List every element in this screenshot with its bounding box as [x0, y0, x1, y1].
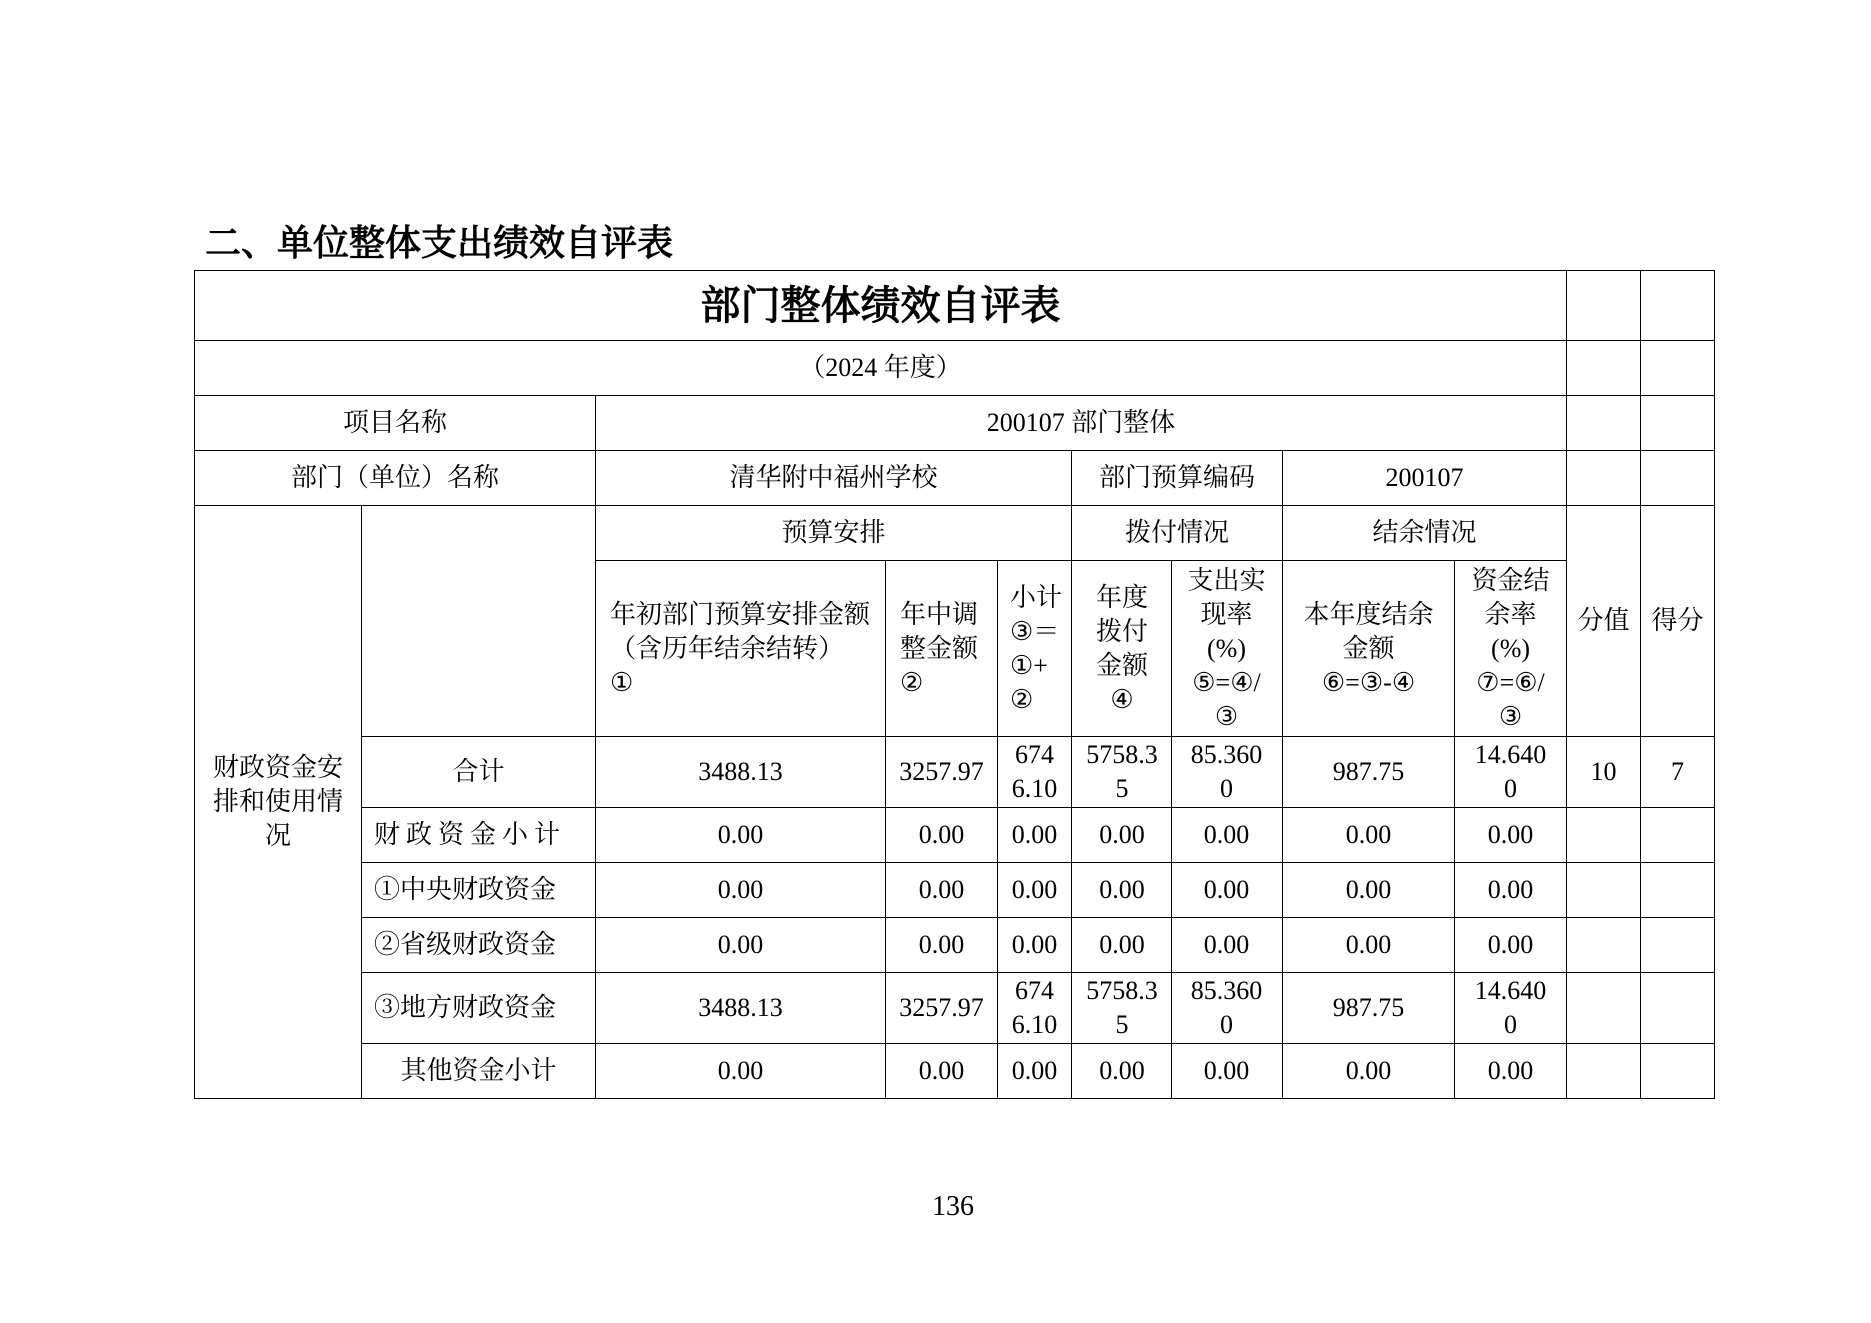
- empty-cell: [1567, 918, 1641, 973]
- page-number: 136: [932, 1191, 974, 1222]
- column-header-mid-year-adjustment: [886, 561, 998, 737]
- empty-cell: [1641, 1044, 1715, 1099]
- empty-cell: [1641, 973, 1715, 1044]
- value-balance-rate: 14.6400: [1455, 737, 1567, 808]
- empty-cell: [1641, 341, 1715, 396]
- value-annual-allocation: 0.00: [1072, 808, 1172, 863]
- value-initial-budget: 0.00: [596, 808, 886, 863]
- column-header-subtotal: [998, 561, 1072, 737]
- value-execution-rate: 85.3600: [1172, 973, 1283, 1044]
- value-balance-amount: 0.00: [1283, 808, 1455, 863]
- empty-cell: [1567, 1044, 1641, 1099]
- table-row: [195, 808, 1715, 863]
- column-header-formula: ⑤=④/③: [1192, 667, 1261, 731]
- empty-cell: [1641, 271, 1715, 341]
- value-subtotal: 6746.10: [998, 737, 1072, 808]
- column-header-label: 年初部门预算安排金额（含历年结余结转）: [610, 599, 871, 663]
- column-header-label: 年中调整金额: [900, 599, 979, 663]
- value-execution-rate: 0.00: [1172, 1044, 1283, 1099]
- empty-cell: [1567, 451, 1641, 506]
- group-header-balance: 结余情况: [1283, 506, 1567, 561]
- value-initial-budget: 3488.13: [596, 737, 886, 808]
- value-annual-allocation: 5758.35: [1072, 973, 1172, 1044]
- column-header-formula: ④: [1110, 684, 1134, 714]
- empty-cell: [1641, 396, 1715, 451]
- value-annual-allocation: 0.00: [1072, 918, 1172, 973]
- empty-cell: [1567, 973, 1641, 1044]
- row-label: ②省级财政资金: [362, 918, 596, 973]
- column-header-execution-rate: [1172, 561, 1283, 737]
- value-subtotal: 0.00: [998, 918, 1072, 973]
- value-initial-budget: 0.00: [596, 1044, 886, 1099]
- group-header-row: [195, 506, 1715, 561]
- value-subtotal: 0.00: [998, 863, 1072, 918]
- value-initial-budget: 0.00: [596, 918, 886, 973]
- score-value: 10: [1567, 737, 1641, 808]
- empty-cell: [1641, 451, 1715, 506]
- table-row: [195, 1044, 1715, 1099]
- value-execution-rate: 0.00: [1172, 918, 1283, 973]
- empty-cell: [1567, 808, 1641, 863]
- column-header-formula: ⑦=⑥/③: [1476, 667, 1545, 731]
- department-name-value: 清华附中福州学校: [596, 451, 1072, 506]
- column-header-label: 年度拨付金额: [1095, 582, 1148, 680]
- department-row: [195, 451, 1715, 506]
- empty-cell: [1567, 863, 1641, 918]
- value-subtotal: 0.00: [998, 1044, 1072, 1099]
- table-row: [195, 737, 1715, 808]
- row-label: ①中央财政资金: [362, 863, 596, 918]
- row-label: 其他资金小计: [362, 1044, 596, 1099]
- value-annual-allocation: 0.00: [1072, 1044, 1172, 1099]
- value-balance-amount: 0.00: [1283, 863, 1455, 918]
- budget-code-label: 部门预算编码: [1072, 451, 1283, 506]
- value-subtotal: 0.00: [998, 808, 1072, 863]
- value-balance-amount: 987.75: [1283, 973, 1455, 1044]
- value-balance-rate: 14.6400: [1455, 973, 1567, 1044]
- column-header-formula: ③＝①+②: [1010, 616, 1060, 714]
- column-header-formula: ①: [610, 667, 634, 697]
- value-balance-rate: 0.00: [1455, 918, 1567, 973]
- column-header-balance-rate: [1455, 561, 1567, 737]
- value-mid-year-adjustment: 0.00: [886, 863, 998, 918]
- value-mid-year-adjustment: 0.00: [886, 1044, 998, 1099]
- column-header-formula: ②: [900, 667, 924, 697]
- group-header-budget: 预算安排: [596, 506, 1072, 561]
- result-value: 7: [1641, 737, 1715, 808]
- row-label: 合计: [362, 737, 596, 808]
- empty-cell: [1567, 396, 1641, 451]
- performance-self-evaluation-table: [194, 270, 1715, 1099]
- value-balance-amount: 0.00: [1283, 1044, 1455, 1099]
- value-balance-amount: 987.75: [1283, 737, 1455, 808]
- value-balance-amount: 0.00: [1283, 918, 1455, 973]
- row-label: ③地方财政资金: [362, 973, 596, 1044]
- project-name-row: [195, 396, 1715, 451]
- value-mid-year-adjustment: 3257.97: [886, 973, 998, 1044]
- section-label: 财政资金安排和使用情况: [195, 506, 362, 1099]
- result-header: 得分: [1641, 506, 1715, 737]
- value-balance-rate: 0.00: [1455, 863, 1567, 918]
- score-header: 分值: [1567, 506, 1641, 737]
- column-header-initial-budget: [596, 561, 886, 737]
- period-row: [195, 341, 1715, 396]
- empty-cell: [1567, 271, 1641, 341]
- column-header-label: 资金结余率(%): [1471, 565, 1550, 663]
- department-name-label: 部门（单位）名称: [195, 451, 596, 506]
- column-header-annual-allocation: [1072, 561, 1172, 737]
- table-row: [195, 973, 1715, 1044]
- value-execution-rate: 0.00: [1172, 863, 1283, 918]
- empty-cell: [1641, 918, 1715, 973]
- project-name-value: 200107 部门整体: [596, 396, 1567, 451]
- section-heading: 二、单位整体支出绩效自评表: [205, 223, 674, 264]
- value-execution-rate: 0.00: [1172, 808, 1283, 863]
- column-header-balance-amount: [1283, 561, 1455, 737]
- value-initial-budget: 0.00: [596, 863, 886, 918]
- title-row: [195, 271, 1715, 341]
- empty-cell: [1641, 808, 1715, 863]
- group-header-allocation: 拨付情况: [1072, 506, 1283, 561]
- column-header-label: 支出实现率(%): [1187, 565, 1266, 663]
- value-mid-year-adjustment: 0.00: [886, 918, 998, 973]
- value-annual-allocation: 5758.35: [1072, 737, 1172, 808]
- value-mid-year-adjustment: 3257.97: [886, 737, 998, 808]
- table-row: [195, 863, 1715, 918]
- project-name-label: 项目名称: [195, 396, 596, 451]
- empty-cell: [1641, 863, 1715, 918]
- empty-cell: [1567, 341, 1641, 396]
- value-balance-rate: 0.00: [1455, 1044, 1567, 1099]
- value-annual-allocation: 0.00: [1072, 863, 1172, 918]
- value-balance-rate: 0.00: [1455, 808, 1567, 863]
- row-label: 财政资金小计: [362, 808, 596, 863]
- column-header-formula: ⑥=③-④: [1321, 667, 1416, 697]
- value-mid-year-adjustment: 0.00: [886, 808, 998, 863]
- value-initial-budget: 3488.13: [596, 973, 886, 1044]
- value-execution-rate: 85.3600: [1172, 737, 1283, 808]
- value-subtotal: 6746.10: [998, 973, 1072, 1044]
- empty-cell: [362, 506, 596, 737]
- budget-code-value: 200107: [1283, 451, 1567, 506]
- column-header-label: 本年度结余金额: [1303, 599, 1434, 663]
- table-row: [195, 918, 1715, 973]
- column-header-label: 小计: [1010, 582, 1063, 612]
- table-period: （2024 年度）: [195, 341, 1567, 396]
- table-title: 部门整体绩效自评表: [195, 271, 1567, 341]
